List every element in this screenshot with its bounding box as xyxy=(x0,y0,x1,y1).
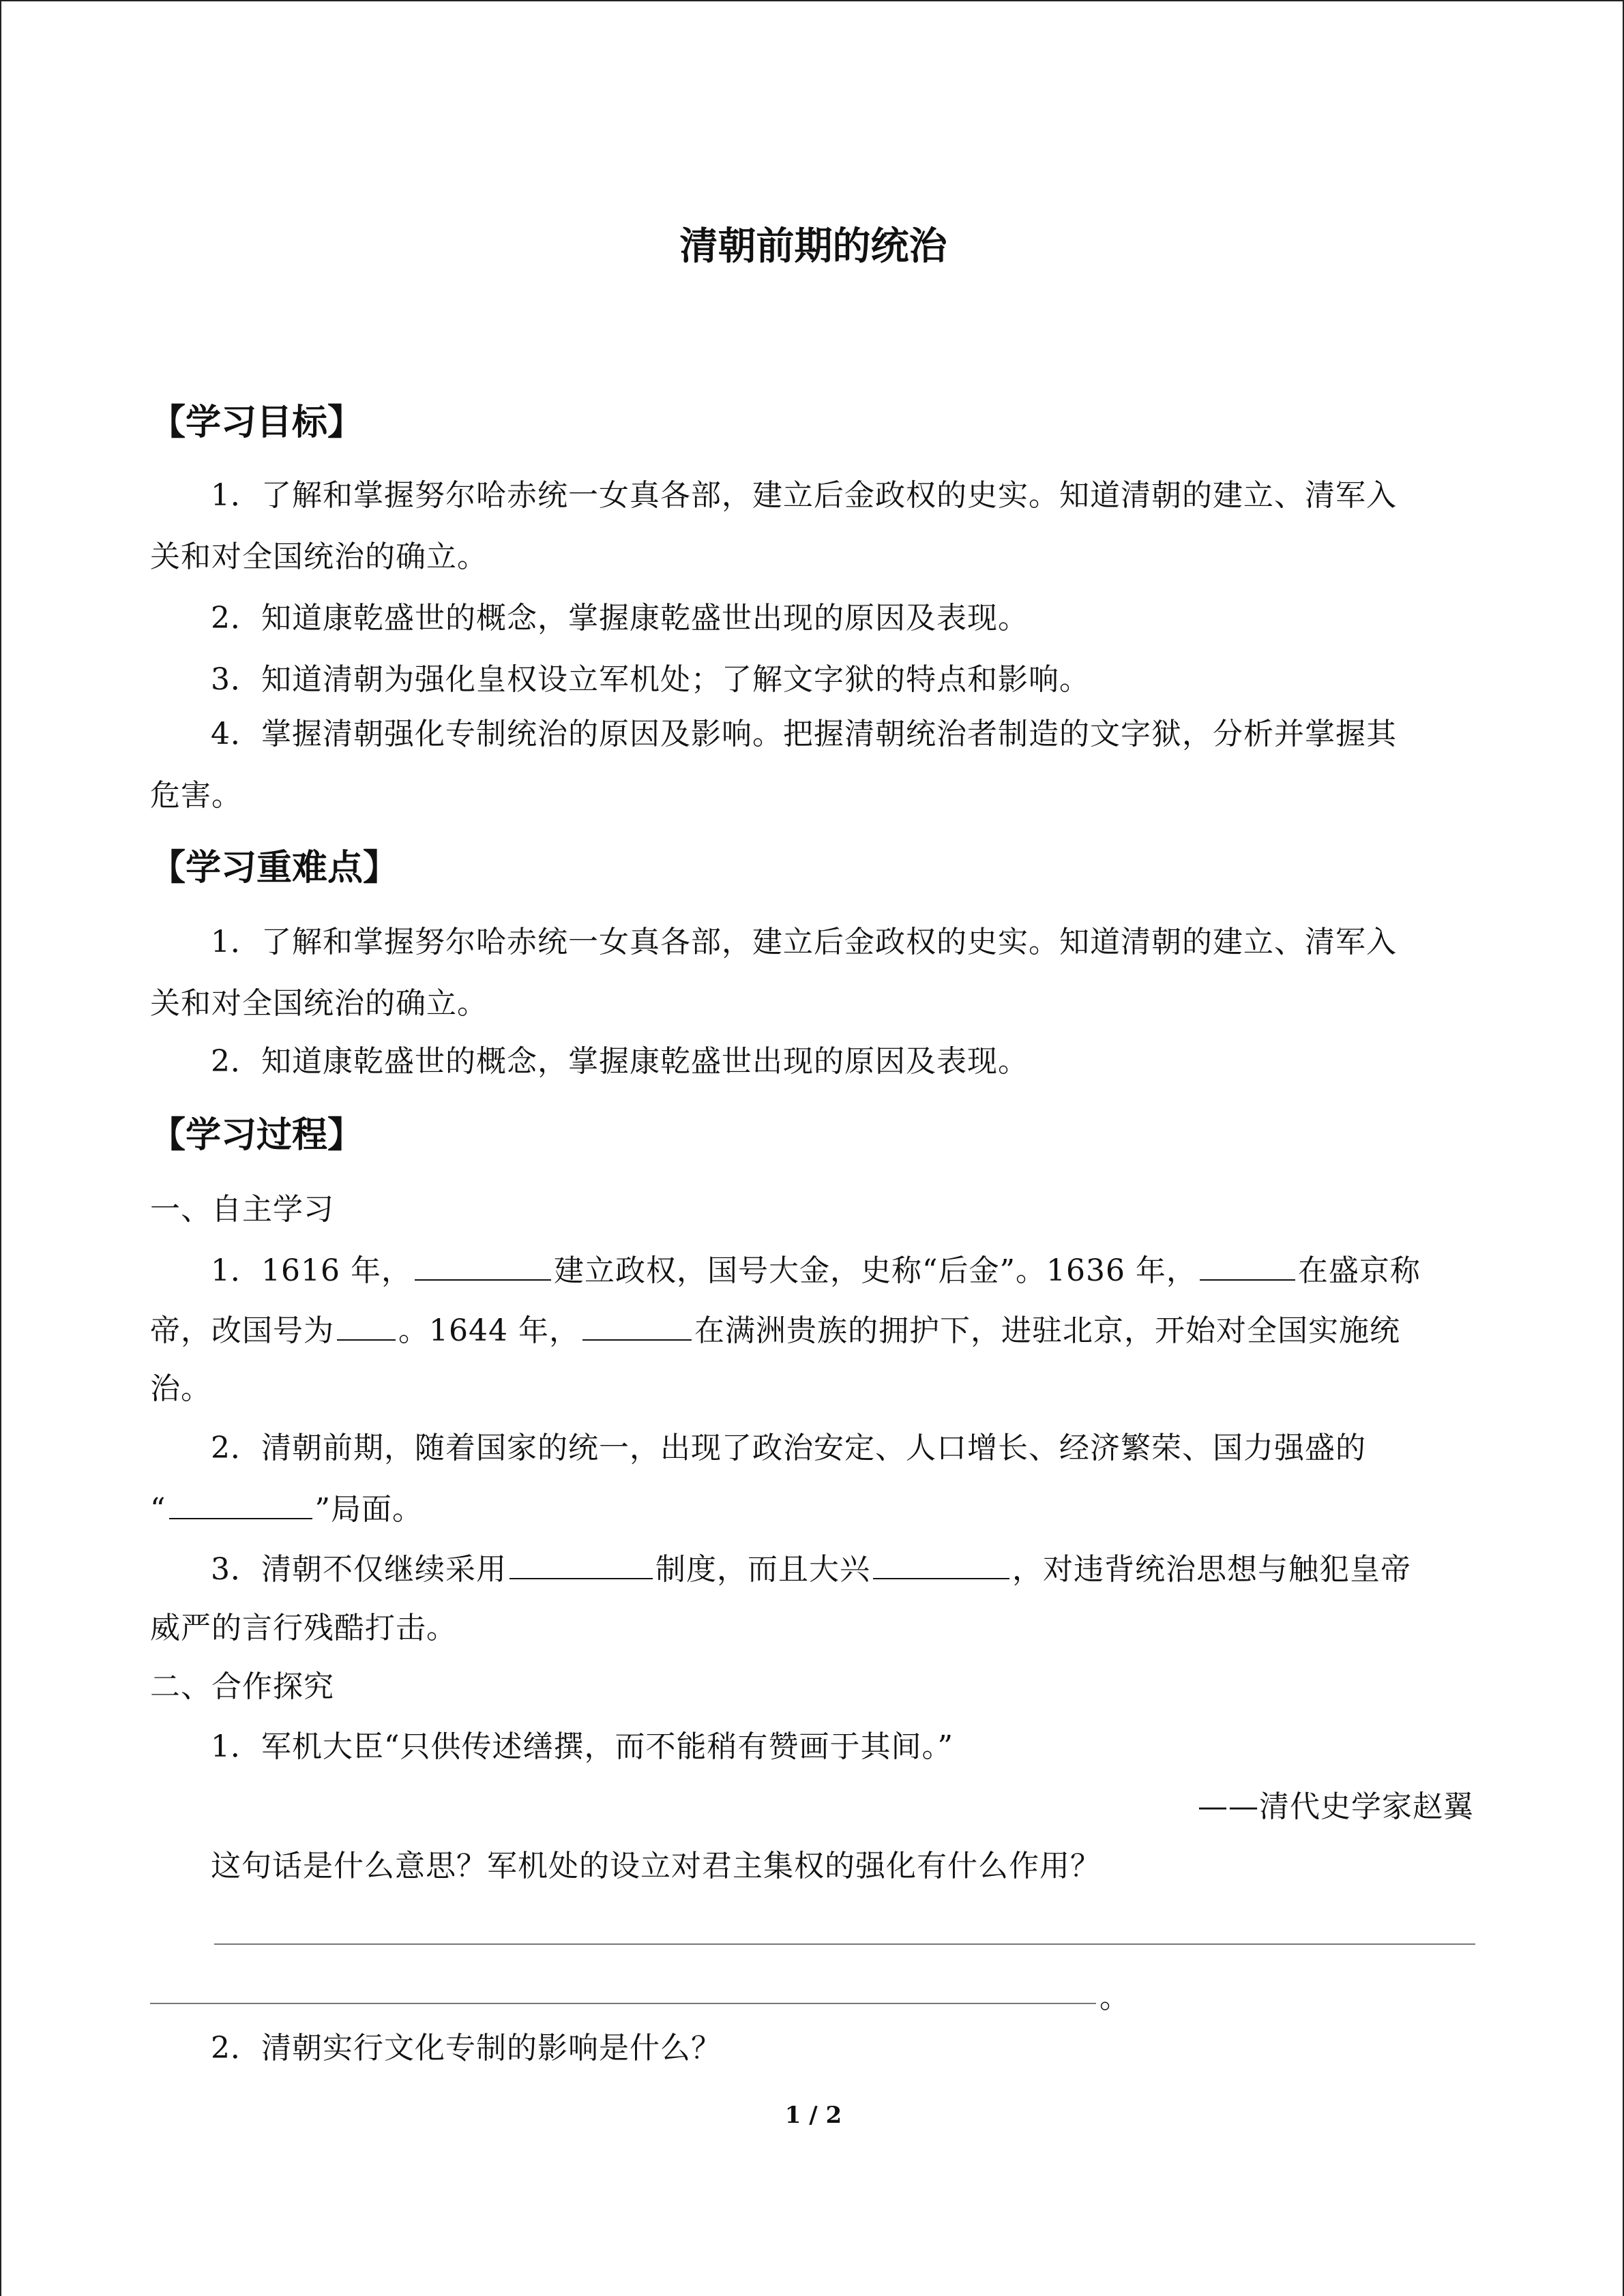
section-heading-objectives: 【学习目标】 xyxy=(150,402,364,443)
objective-item-2: 2．知道康乾盛世的概念，掌握康乾盛世出现的原因及表现。 xyxy=(211,601,1029,636)
self-study-q1-line-2 xyxy=(150,1309,1400,1352)
q3-text-c: ，对违背统治思想与触犯皇帝 xyxy=(1012,1552,1411,1587)
self-study-q3-line-2: 威严的言行残酷打击。 xyxy=(150,1611,457,1645)
page-number: 1 / 2 xyxy=(784,2102,842,2129)
inquiry-q2: 2．清朝实行文化专制的影响是什么？ xyxy=(211,2031,722,2066)
q1-text-g: 治。 xyxy=(150,1371,211,1406)
inquiry-q1-prompt: 这句话是什么意思？军机处的设立对君主集权的强化有什么作用？ xyxy=(211,1849,1101,1883)
page-title: 清朝前期的统治 xyxy=(679,224,947,269)
answer-line-1[interactable] xyxy=(214,1943,1475,1945)
answer-line-2[interactable] xyxy=(150,2003,1096,2004)
q3-blank-system[interactable] xyxy=(510,1548,653,1579)
q1-blank-dynasty-name[interactable] xyxy=(337,1309,396,1341)
inquiry-q1-quote: 1．军机大臣“只供传述缮撰，而不能稍有赞画于其间。” xyxy=(211,1729,954,1764)
answer-line-end-mark: 。 xyxy=(1099,1980,1130,2015)
q1-text-b: 建立政权，国号大金，史称“后金”。1636 年， xyxy=(553,1253,1197,1288)
q1-text-d: 帝，改国号为 xyxy=(150,1313,334,1348)
self-study-q2-line-1: 2．清朝前期，随着国家的统一，出现了政治安定、人口增长、经济繁荣、国力强盛的 xyxy=(211,1431,1366,1465)
part1-title: 一、自主学习 xyxy=(150,1192,334,1227)
q1-blank-emperor-1636[interactable] xyxy=(1200,1249,1295,1281)
key-point-item-1-line-1: 1．了解和掌握努尔哈赤统一女真各部，建立后金政权的史实。知道清朝的建立、清军入 xyxy=(211,925,1397,959)
inquiry-q1-attribution: ——清代史学家赵翼 xyxy=(1198,1789,1474,1824)
objective-item-1-line-1: 1．了解和掌握努尔哈赤统一女真各部，建立后金政权的史实。知道清朝的建立、清军入 xyxy=(211,478,1397,513)
q1-blank-founder[interactable] xyxy=(415,1249,551,1281)
section-heading-process: 【学习过程】 xyxy=(150,1115,364,1156)
self-study-q2-line-2 xyxy=(150,1488,423,1530)
q1-text-f: 在满洲贵族的拥护下，进驻北京，开始对全国实施统 xyxy=(694,1313,1400,1348)
objective-item-1-line-2: 关和对全国统治的确立。 xyxy=(150,539,488,574)
key-point-item-2: 2．知道康乾盛世的概念，掌握康乾盛世出现的原因及表现。 xyxy=(211,1044,1029,1079)
objective-item-4-line-2: 危害。 xyxy=(150,778,242,813)
key-point-item-1-line-2: 关和对全国统治的确立。 xyxy=(150,986,488,1021)
q2-text-b: “ xyxy=(150,1492,166,1527)
part2-title: 二、合作探究 xyxy=(150,1669,334,1704)
section-heading-key-points: 【学习重难点】 xyxy=(150,848,399,889)
q3-blank-literary-inquisition[interactable] xyxy=(873,1548,1009,1579)
self-study-q3-line-1 xyxy=(211,1548,1411,1590)
q1-blank-emperor-1644[interactable] xyxy=(582,1309,692,1341)
q3-text-b: 制度，而且大兴 xyxy=(655,1552,870,1587)
q1-text-e: 。1644 年， xyxy=(398,1313,580,1348)
q3-text-a: 3．清朝不仅继续采用 xyxy=(211,1552,507,1587)
q1-text-c: 在盛京称 xyxy=(1297,1253,1421,1288)
objective-item-3: 3．知道清朝为强化皇权设立军机处；了解文字狱的特点和影响。 xyxy=(211,662,1090,697)
q2-blank-golden-age[interactable] xyxy=(169,1488,312,1519)
q2-text-c: ”局面。 xyxy=(314,1492,423,1527)
objective-item-4-line-1: 4．掌握清朝强化专制统治的原因及影响。把握清朝统治者制造的文字狱，分析并掌握其 xyxy=(211,717,1397,751)
q1-text-a: 1．1616 年， xyxy=(211,1253,412,1288)
self-study-q1-line-1 xyxy=(211,1249,1421,1292)
